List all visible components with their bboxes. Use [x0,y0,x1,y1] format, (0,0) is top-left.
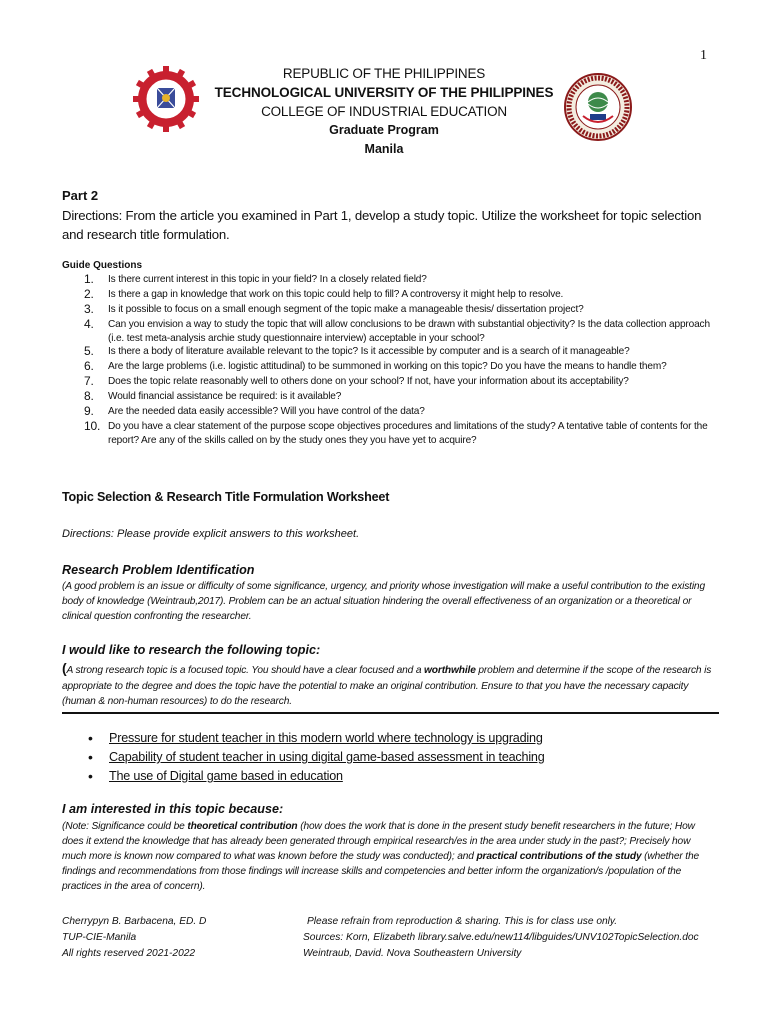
header-college: COLLEGE OF INDUSTRIAL EDUCATION [261,104,507,119]
research-problem-body: (A good problem is an issue or difficulty of some significance, urgency, and priority whose investigation will make a useful contribution to the existing body of knowledge (Weintraub,2017). Problem can be an actual situation hindering the overall effectiveness of an organization or a theoretical or clinical question confronting the researcher. [62,581,705,622]
topic-item-text: Capability of student teacher in using digital game-based assessment in teaching [109,750,545,764]
question-number: 4. [84,317,94,331]
interest-title: I am interested in this topic because: [62,802,284,816]
list-item [84,303,724,318]
footer-author [62,914,206,962]
part-title: Part 2 [62,188,99,203]
question-text: Are the large problems (i.e. logistic attitudinal) to be summoned in working on this topic? Do you have the means to handle them? [108,361,667,373]
topic-item-text: The use of Digital game based in education [109,769,343,783]
question-number: 7. [84,374,94,389]
open-paren: ( [62,660,67,676]
header-location: Manila [364,142,404,156]
interest-body-part-b: (how does the work that is done in the present study benefit researchers in the future; How does it extend the knowledge that has already been generated through empirical research/es in the area under study in the past?; Precisely how much more is known now compared to what was known before the study was conducted); and [62,821,695,862]
question-number: 3. [84,302,94,316]
document-header [0,64,768,159]
footer-institution: TUP-CIE-Manila [62,932,137,943]
interest-bold-theoretical: theoretical contribution [187,821,298,832]
question-text: Is it possible to focus on a small enough segment of the topic make a manageable thesis/ dissertation project? [108,304,584,315]
question-text: Do you have a clear statement of the purpose scope objectives procedures and limitations of the study? A tentative table of contents for the report? Are any of the skills called on by the study ones they you have yet to acquire? [108,421,708,447]
question-number: 9. [84,404,94,419]
header-program: Graduate Program [329,123,439,137]
question-number: 8. [84,389,94,404]
worksheet-title: Topic Selection & Research Title Formulation Worksheet [62,490,390,504]
topic-body-part-a: A strong research topic is a focused topic. You should have a clear focused and a [66,665,425,676]
list-item [84,288,724,303]
question-text: Would financial assistance be required: is it available? [108,391,342,403]
topic-title: I would like to research the following topic: [62,643,321,657]
part-directions: Directions: From the article you examined in Part 1, develop a study topic. Utilize the worksheet for topic selection and research title formulation. [62,208,702,242]
topic-item-text: Pressure for student teacher in this modern world where technology is upgrading [109,731,543,745]
question-number: 2. [84,287,94,301]
topic-list [88,729,688,786]
question-text: Can you envision a way to study the topic that will allow conclusions to be drawn with substantial objectivity? Is the data collection approach (i.e. test meta-analysis archie study questionnaire interview) acceptable in your school? [108,319,710,344]
question-text: Is there current interest in this topic in your field? In a closely related field? [108,274,427,285]
worksheet-directions: Directions: Please provide explicit answers to this worksheet. [62,528,360,540]
question-text: Is there a gap in knowledge that work on this topic could help to fill? A controversy it might help to resolve. [108,289,564,300]
footer-notice: Please refrain from reproduction & sharing. This is for class use only. [307,916,618,927]
topic-body [62,661,719,714]
list-item [84,375,724,390]
guide-questions-list [84,273,724,448]
question-text: Does the topic relate reasonably well to others done on your school? If not, have your information about its acceptability? [108,376,629,388]
footer-sources [303,914,699,962]
header-republic: REPUBLIC OF THE PHILIPPINES [282,66,486,81]
topic-body-part-b: problem and determine if the scope of the research is appropriate to the degree and does the topic have the potential to make an original contribution. Ensure to that you have the necessary capacity (human & non-human resources) to do the research. [62,665,712,707]
question-text: Is there a body of literature available relevant to the topic? Is it accessible by computer and is a search of it manageable? [108,346,630,358]
guide-questions-title: Guide Questions [62,260,143,271]
footer-source-1: Sources: Korn, Elizabeth library.salve.edu/new114/libguides/UNV102TopicSelection.doc [303,932,699,943]
header-university: TECHNOLOGICAL UNIVERSITY OF THE PHILIPPINES [214,85,554,100]
question-number: 10. [84,419,101,434]
topic-body-bold: worthwhile [424,665,476,676]
interest-body-part-c: (whether the findings and recommendations from those findings will increase skills and competencies and better inform the organization/s /population of the practices in the area of concern). [62,851,699,892]
list-item [84,420,724,447]
question-number: 6. [84,359,94,374]
footer-source-2: Weintraub, David. Nova Southeastern University [303,948,522,959]
list-item [88,748,688,767]
list-item [88,729,688,748]
list-item [84,390,724,405]
list-item [84,345,724,360]
list-item [84,318,724,345]
list-item [88,767,688,786]
question-number: 1. [84,272,94,286]
list-item [84,273,724,288]
question-text: Are the needed data easily accessible? Will you have control of the data? [108,406,425,418]
list-item [84,405,724,420]
interest-body [62,819,717,894]
list-item [84,360,724,375]
question-number: 5. [84,344,94,359]
page-number: 1 [700,48,707,63]
footer-author-name: Cherrypyn B. Barbacena, ED. D [62,916,207,927]
research-problem-title: Research Problem Identification [62,563,255,577]
footer-rights: All rights reserved 2021-2022 [62,948,196,959]
interest-bold-practical: practical contributions of the study [476,851,642,862]
interest-body-part-a: (Note: Significance could be [62,821,188,832]
